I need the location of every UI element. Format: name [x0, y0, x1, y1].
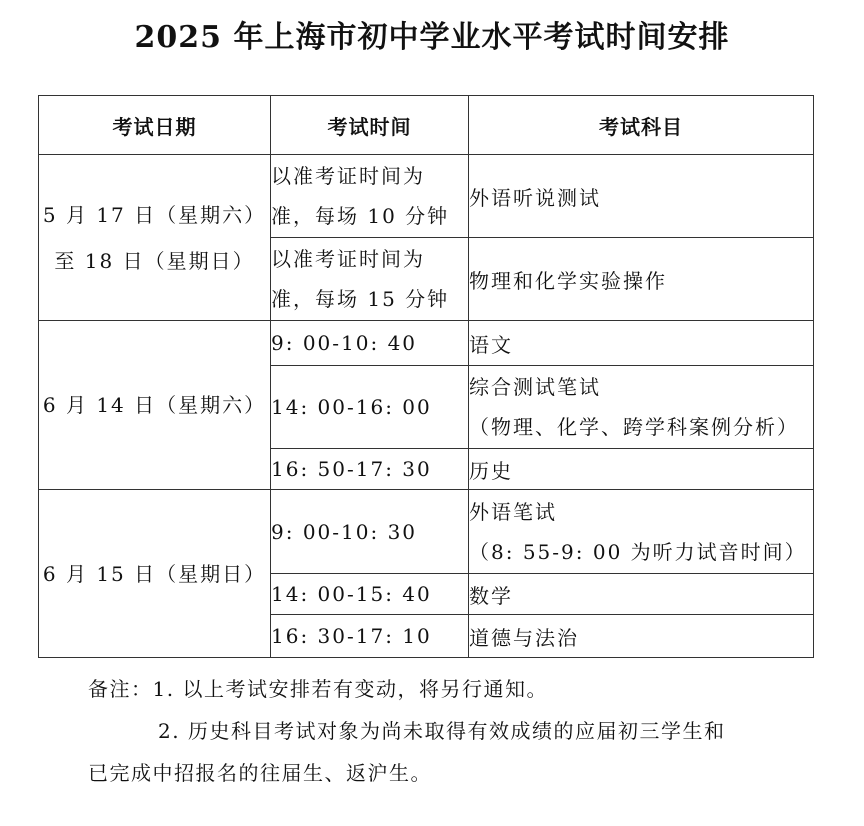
time-line: 准，每场 15 分钟 — [271, 287, 450, 311]
table-row — [39, 155, 814, 238]
subject-cell: 物理和化学实验操作 — [469, 238, 814, 321]
subject-cell: 外语听说测试 — [469, 155, 814, 238]
subject-cell — [469, 366, 814, 449]
time-cell: 9: 00-10: 30 — [271, 490, 469, 574]
subject-cell: 数学 — [469, 574, 814, 615]
header-date: 考试日期 — [39, 96, 271, 155]
time-cell: 14: 00-15: 40 — [271, 574, 469, 615]
page-title: 2025 年上海市初中学业水平考试时间安排 — [134, 20, 730, 55]
date-cell: 6 月 15 日（星期日） — [39, 490, 271, 658]
table-row — [39, 490, 814, 574]
subject-line: 外语笔试 — [469, 499, 557, 524]
subject-line: 综合测试笔试 — [469, 375, 601, 399]
note-line-2: 2. 历史科目考试对象为尚未取得有效成绩的应届初三学生和 — [158, 719, 726, 743]
subject-note: （物理、化学、跨学科案例分析） — [469, 415, 799, 439]
subject-cell: 道德与法治 — [469, 615, 814, 658]
exam-schedule-table — [38, 95, 814, 658]
time-cell: 16: 50-17: 30 — [271, 449, 469, 490]
table-row — [39, 321, 814, 366]
header-time: 考试时间 — [271, 96, 469, 155]
time-cell: 16: 30-17: 10 — [271, 615, 469, 658]
date-cell — [39, 155, 271, 321]
date-cell: 6 月 14 日（星期六） — [39, 321, 271, 490]
time-line: 以准考证时间为 — [271, 164, 425, 188]
time-cell — [271, 155, 469, 238]
note-line-1: 备注：1. 以上考试安排若有变动，将另行通知。 — [88, 677, 548, 701]
time-line: 以准考证时间为 — [271, 247, 425, 271]
time-cell: 9: 00-10: 40 — [271, 321, 469, 366]
note-line-3: 已完成中招报名的往届生、返沪生。 — [88, 761, 432, 785]
subject-cell: 历史 — [469, 449, 814, 490]
time-cell — [271, 238, 469, 321]
header-subject: 考试科目 — [469, 96, 814, 155]
subject-note: （8: 55-9: 00 为听力试音时间） — [469, 539, 807, 564]
date-line: 5 月 17 日（星期六） — [42, 202, 267, 227]
notes-section — [88, 668, 808, 794]
subject-cell — [469, 490, 814, 574]
table-header-row — [39, 96, 814, 155]
subject-cell: 语文 — [469, 321, 814, 366]
date-line: 至 18 日（星期日） — [54, 248, 255, 273]
time-line: 准，每场 10 分钟 — [271, 204, 450, 228]
time-cell: 14: 00-16: 00 — [271, 366, 469, 449]
